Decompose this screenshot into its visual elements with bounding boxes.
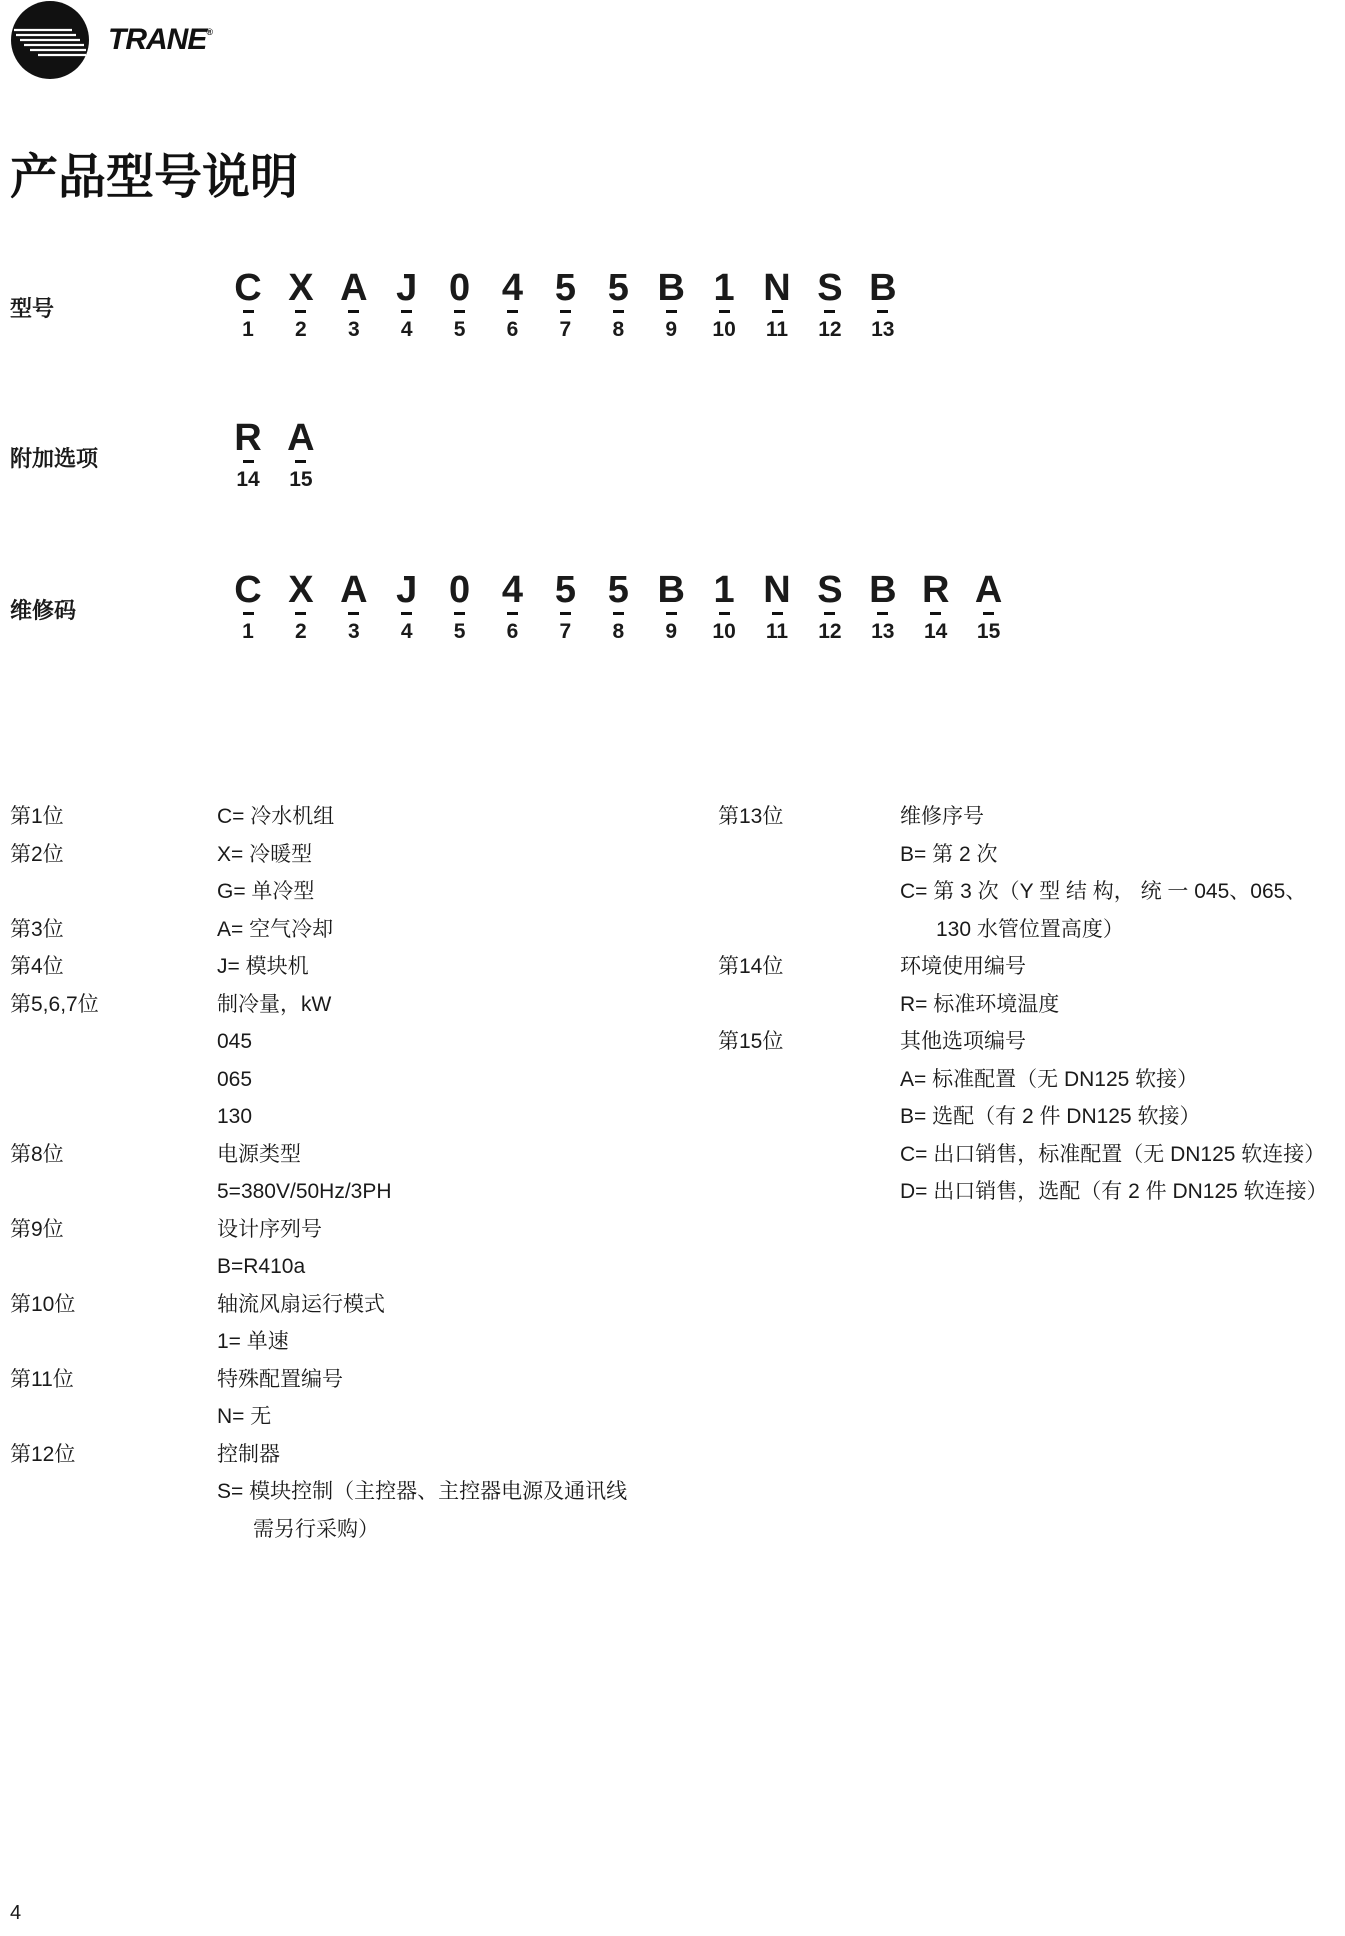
spec-position: 第13位 xyxy=(718,805,784,828)
spec-list-right xyxy=(718,798,1338,1211)
code-letter: 1 xyxy=(713,267,735,309)
spec-line xyxy=(10,948,690,986)
code-underline xyxy=(613,612,624,615)
code-letter: 5 xyxy=(607,569,629,611)
code-letter: A xyxy=(340,569,368,611)
code-underline xyxy=(243,612,254,615)
spec-line xyxy=(10,1136,690,1174)
code-char-9 xyxy=(651,570,691,644)
code-underline xyxy=(877,310,888,313)
code-char-15 xyxy=(969,570,1009,644)
spec-line xyxy=(718,911,1338,949)
code-char-2 xyxy=(281,268,321,342)
spec-value: C= 出口销售，标准配置（无 DN125 软连接） xyxy=(900,1142,1326,1166)
row-label: 维修码 xyxy=(10,599,77,624)
spec-value: 065 xyxy=(217,1067,253,1091)
spec-line xyxy=(10,1511,690,1549)
code-underline xyxy=(348,612,359,615)
code-position-number: 10 xyxy=(712,318,736,341)
spec-value: 特殊配置编号 xyxy=(217,1367,343,1391)
spec-line xyxy=(718,873,1338,911)
spec-line xyxy=(10,1398,690,1436)
code-char-5 xyxy=(440,268,480,342)
code-char-11 xyxy=(757,570,797,644)
code-underline xyxy=(295,460,306,463)
spec-value: C= 冷水机组 xyxy=(217,805,335,828)
code-underline xyxy=(295,612,306,615)
spec-value: 环境使用编号 xyxy=(900,955,1026,978)
code-char-13 xyxy=(863,570,903,644)
spec-position: 第2位 xyxy=(10,842,64,866)
code-char-13 xyxy=(863,268,903,342)
spec-line xyxy=(10,873,690,911)
spec-line xyxy=(718,1173,1338,1211)
spec-value: 控制器 xyxy=(217,1442,280,1466)
spec-line xyxy=(718,1061,1338,1099)
code-underline xyxy=(507,310,518,313)
spec-line xyxy=(718,1098,1338,1136)
spec-value: G= 单冷型 xyxy=(217,880,315,903)
spec-value: B= 选配（有 2 件 DN125 软接） xyxy=(900,1105,1201,1128)
code-char-1 xyxy=(228,570,268,644)
code-letter: R xyxy=(921,569,950,611)
code-letter: X xyxy=(288,267,314,309)
spec-line xyxy=(10,1286,690,1324)
code-position-number: 14 xyxy=(236,468,260,491)
code-letter: J xyxy=(396,267,418,309)
spec-value: X= 冷暖型 xyxy=(217,842,313,866)
code-position-number: 6 xyxy=(506,620,519,643)
code-underline xyxy=(507,612,518,615)
code-position-number: 7 xyxy=(559,318,572,341)
code-underline xyxy=(613,310,624,313)
code-underline xyxy=(666,612,677,615)
code-underline xyxy=(454,310,465,313)
spec-value: J= 模块机 xyxy=(217,955,309,978)
code-position-number: 8 xyxy=(612,620,625,643)
code-char-4 xyxy=(387,268,427,342)
spec-line xyxy=(10,836,690,874)
code-letter: A xyxy=(974,569,1003,611)
spec-position: 第1位 xyxy=(10,805,64,828)
code-letter: 5 xyxy=(554,267,576,309)
code-letter: B xyxy=(657,267,685,309)
code-position-number: 4 xyxy=(400,318,413,341)
code-position-number: 15 xyxy=(289,468,313,491)
code-underline xyxy=(348,310,359,313)
code-char-4 xyxy=(387,570,427,644)
brand-name: TRANE® xyxy=(108,23,212,56)
code-char-8 xyxy=(598,570,638,644)
code-char-8 xyxy=(598,268,638,342)
code-letter: S xyxy=(817,569,843,611)
spec-value: 电源类型 xyxy=(217,1142,301,1166)
spec-value: A= 标准配置（无 DN125 软接） xyxy=(900,1067,1199,1091)
code-position-number: 4 xyxy=(400,620,413,643)
spec-line xyxy=(10,1211,690,1249)
row-label: 附加选项 xyxy=(10,447,99,472)
spec-line xyxy=(10,1323,690,1361)
code-underline xyxy=(243,310,254,313)
code-position-number: 3 xyxy=(347,318,360,341)
code-letter: X xyxy=(288,569,314,611)
spec-line xyxy=(10,1023,690,1061)
spec-value: A= 空气冷却 xyxy=(217,917,334,941)
code-position-number: 7 xyxy=(559,620,572,643)
code-position-number: 12 xyxy=(818,318,842,341)
code-position-number: 1 xyxy=(242,620,254,643)
code-position-number: 9 xyxy=(665,318,678,341)
code-position-number: 9 xyxy=(665,620,678,643)
spec-line xyxy=(718,986,1338,1024)
spec-value: D= 出口销售，选配（有 2 件 DN125 软连接） xyxy=(900,1180,1328,1203)
spec-value: 其他选项编号 xyxy=(900,1030,1026,1053)
spec-value: 1= 单速 xyxy=(217,1330,289,1353)
code-underline xyxy=(454,612,465,615)
code-position-number: 13 xyxy=(871,318,895,341)
spec-line xyxy=(10,1361,690,1399)
code-char-10 xyxy=(704,268,744,342)
spec-line xyxy=(718,798,1338,836)
spec-line xyxy=(10,1473,690,1511)
code-char-11 xyxy=(757,268,797,342)
spec-value: S= 模块控制（主控器、主控器电源及通讯线 xyxy=(217,1480,628,1503)
code-underline xyxy=(930,612,941,615)
spec-line xyxy=(718,948,1338,986)
code-letter: 1 xyxy=(713,569,735,611)
code-underline xyxy=(560,612,571,615)
code-position-number: 10 xyxy=(712,620,736,643)
code-char-2 xyxy=(281,418,321,492)
code-char-5 xyxy=(440,570,480,644)
code-position-number: 2 xyxy=(295,620,307,643)
page-title: 产品型号说明 xyxy=(10,149,299,205)
code-char-12 xyxy=(810,570,850,644)
code-letter: 5 xyxy=(607,267,629,309)
code-letter: N xyxy=(763,267,791,309)
code-char-3 xyxy=(334,268,374,342)
code-char-1 xyxy=(228,418,268,492)
spec-value: R= 标准环境温度 xyxy=(900,992,1060,1016)
code-underline xyxy=(877,612,888,615)
code-underline xyxy=(772,612,783,615)
spec-value: 制冷量，kW xyxy=(217,992,332,1016)
code-letter: 0 xyxy=(449,569,471,611)
trane-globe-icon xyxy=(10,0,90,80)
code-letter: A xyxy=(287,417,315,459)
code-position-number: 6 xyxy=(506,318,519,341)
code-char-9 xyxy=(651,268,691,342)
code-position-number: 11 xyxy=(765,318,789,341)
spec-position: 第15位 xyxy=(718,1030,784,1053)
code-letter: C xyxy=(234,267,262,309)
code-letter: A xyxy=(340,267,368,309)
page-number: 4 xyxy=(10,1902,22,1924)
code-underline xyxy=(401,612,412,615)
code-letter: B xyxy=(869,267,897,309)
spec-position: 第5,6,7位 xyxy=(10,992,99,1016)
code-position-number: 13 xyxy=(871,620,895,643)
spec-value: B= 第 2 次 xyxy=(900,842,998,866)
spec-value: 130 水管位置高度） xyxy=(936,917,1124,941)
spec-line xyxy=(10,1061,690,1099)
code-underline xyxy=(983,612,994,615)
spec-value: 设计序列号 xyxy=(217,1217,322,1241)
spec-line xyxy=(10,1173,690,1211)
spec-value: 轴流风扇运行模式 xyxy=(217,1292,385,1316)
code-position-number: 3 xyxy=(347,620,360,643)
spec-position: 第11位 xyxy=(10,1367,74,1391)
spec-position: 第4位 xyxy=(10,955,64,978)
code-underline xyxy=(666,310,677,313)
spec-position: 第8位 xyxy=(10,1142,64,1166)
spec-position: 第12位 xyxy=(10,1442,76,1466)
code-letter: J xyxy=(396,569,418,611)
trane-logo xyxy=(10,0,212,80)
code-underline xyxy=(719,612,730,615)
spec-value: 需另行采购） xyxy=(253,1517,379,1541)
spec-value: N= 无 xyxy=(217,1405,272,1428)
code-letter: C xyxy=(234,569,262,611)
code-position-number: 8 xyxy=(612,318,625,341)
code-letter: 5 xyxy=(554,569,576,611)
spec-value: C= 第 3 次（Y 型 结 构， 统 一 045、065、 xyxy=(900,880,1307,903)
code-position-number: 14 xyxy=(924,620,948,643)
row-label: 型号 xyxy=(10,297,55,322)
code-position-number: 11 xyxy=(765,620,789,643)
spec-line xyxy=(10,798,690,836)
spec-line xyxy=(718,1136,1338,1174)
code-char-7 xyxy=(545,570,585,644)
code-position-number: 1 xyxy=(242,318,254,341)
code-letter: 4 xyxy=(501,569,524,611)
code-letter: 4 xyxy=(501,267,524,309)
code-underline xyxy=(401,310,412,313)
spec-value: B=R410a xyxy=(217,1255,306,1278)
code-char-12 xyxy=(810,268,850,342)
code-letter: B xyxy=(869,569,897,611)
code-letter: N xyxy=(763,569,791,611)
spec-position: 第14位 xyxy=(718,955,784,978)
code-letter: B xyxy=(657,569,685,611)
code-underline xyxy=(719,310,730,313)
code-underline xyxy=(560,310,571,313)
spec-line xyxy=(10,1248,690,1286)
spec-value: 130 xyxy=(217,1105,253,1128)
code-underline xyxy=(243,460,254,463)
spec-value: 维修序号 xyxy=(900,805,984,828)
code-letter: S xyxy=(817,267,843,309)
spec-line xyxy=(10,911,690,949)
spec-position: 第3位 xyxy=(10,917,64,941)
spec-position: 第9位 xyxy=(10,1217,64,1241)
spec-list-left xyxy=(10,798,690,1548)
code-underline xyxy=(824,612,835,615)
code-underline xyxy=(295,310,306,313)
code-char-1 xyxy=(228,268,268,342)
code-position-number: 5 xyxy=(453,620,466,643)
code-char-6 xyxy=(493,570,533,644)
spec-position: 第10位 xyxy=(10,1292,76,1316)
spec-line xyxy=(10,986,690,1024)
code-underline xyxy=(824,310,835,313)
code-position-number: 2 xyxy=(295,318,307,341)
code-char-2 xyxy=(281,570,321,644)
code-position-number: 15 xyxy=(976,620,1001,643)
spec-line xyxy=(10,1436,690,1474)
code-char-3 xyxy=(334,570,374,644)
spec-line xyxy=(10,1098,690,1136)
code-letter: 0 xyxy=(449,267,471,309)
spec-line xyxy=(718,1023,1338,1061)
code-position-number: 5 xyxy=(453,318,466,341)
spec-value: 045 xyxy=(217,1030,253,1053)
code-char-7 xyxy=(545,268,585,342)
code-underline xyxy=(772,310,783,313)
code-char-10 xyxy=(704,570,744,644)
code-char-6 xyxy=(493,268,533,342)
code-char-14 xyxy=(916,570,956,644)
code-letter: R xyxy=(234,417,262,459)
spec-line xyxy=(718,836,1338,874)
code-position-number: 12 xyxy=(818,620,842,643)
spec-value: 5=380V/50Hz/3PH xyxy=(217,1180,392,1203)
